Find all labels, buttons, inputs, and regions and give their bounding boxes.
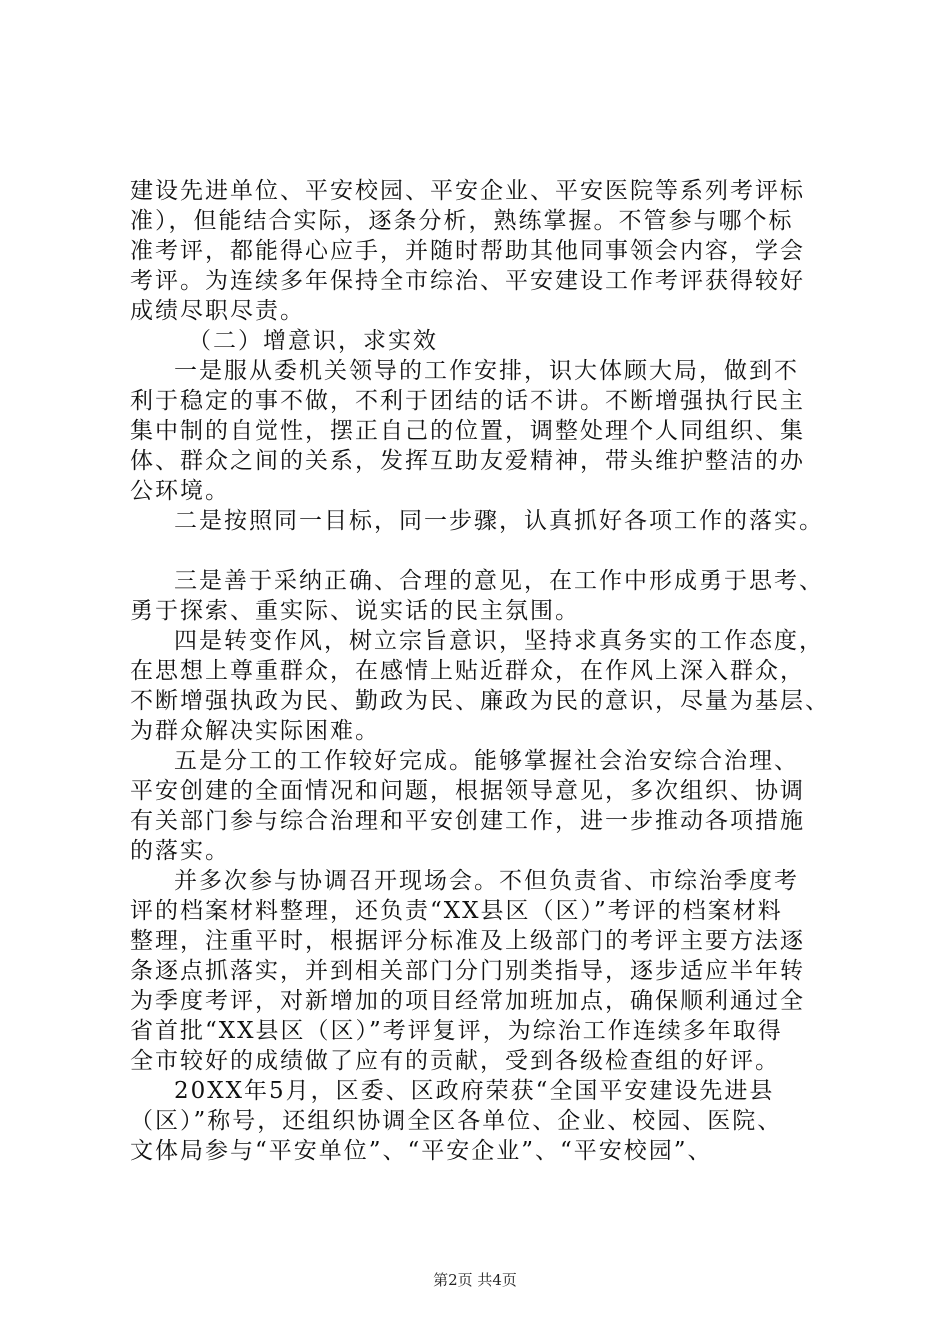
section-heading: （二）增意识，求实效: [188, 328, 438, 354]
text-line: 一是服从委机关领导的工作安排，识大体顾大局，做到不: [174, 358, 799, 384]
text-line: 三是善于采纳正确、合理的意见，在工作中形成勇于思考、: [174, 568, 824, 594]
text-line: 二是按照同一目标，同一步骤，认真抓好各项工作的落实。: [174, 508, 824, 534]
text-line: 五是分工的工作较好完成。能够掌握社会治安综合治理、: [174, 748, 799, 774]
document-body: [130, 176, 842, 1166]
text-line: 文体局参与“平安单位”、“平安企业”、“平安校园”、: [130, 1138, 713, 1164]
blank-line: [130, 536, 842, 566]
text-line: 不断增强执政为民、勤政为民、廉政为民的意识，尽量为基层、: [130, 688, 830, 714]
text-line: 省首批“XX县区（区）”考评复评，为综治工作连续多年取得: [130, 1018, 783, 1044]
text-line: 考评。为连续多年保持全市综治、平安建设工作考评获得较好: [130, 268, 805, 294]
text-line: 准考评，都能得心应手，并随时帮助其他同事领会内容，学会: [130, 238, 805, 264]
text-line: 勇于探索、重实际、说实话的民主氛围。: [130, 598, 580, 624]
text-line: 为季度考评，对新增加的项目经常加班加点，确保顺利通过全: [130, 988, 805, 1014]
text-line: 公环境。: [130, 478, 230, 504]
text-line: 整理，注重平时，根据评分标准及上级部门的考评主要方法逐: [130, 928, 805, 954]
page-number: 第2页 共4页: [433, 1271, 517, 1289]
text-line: 的落实。: [130, 838, 230, 864]
text-line: （区）”称号，还组织协调全区各单位、企业、校园、医院、: [130, 1108, 783, 1134]
text-line: 并多次参与协调召开现场会。不但负责省、市综治季度考: [174, 868, 799, 894]
text-line: 有关部门参与综合治理和平安创建工作，进一步推动各项措施: [130, 808, 805, 834]
text-line: 成绩尽职尽责。: [130, 298, 305, 324]
text-line: 利于稳定的事不做，不利于团结的话不讲。不断增强执行民主: [130, 388, 805, 414]
text-line: 条逐点抓落实，并到相关部门分门别类指导，逐步适应半年转: [130, 958, 805, 984]
text-line: 平安创建的全面情况和问题，根据领导意见，多次组织、协调: [130, 778, 805, 804]
text-line: 为群众解决实际困难。: [130, 718, 380, 744]
text-line: 建设先进单位、平安校园、平安企业、平安医院等系列考评标: [130, 178, 805, 204]
text-line: 四是转变作风，树立宗旨意识，坚持求真务实的工作态度，: [174, 628, 824, 654]
text-line: 在思想上尊重群众，在感情上贴近群众，在作风上深入群众，: [130, 658, 805, 684]
text-line: 20XX年5月，区委、区政府荣获“全国平安建设先进县: [174, 1078, 775, 1104]
text-line: 体、群众之间的关系，发挥互助友爱精神，带头维护整洁的办: [130, 448, 805, 474]
text-line: 评的档案材料整理，还负责“XX县区（区）”考评的档案材料: [130, 898, 783, 924]
text-line: 准），但能结合实际，逐条分析，熟练掌握。不管参与哪个标: [130, 208, 794, 234]
text-line: 全市较好的成绩做了应有的贡献，受到各级检查组的好评。: [130, 1048, 780, 1074]
text-line: 集中制的自觉性，摆正自己的位置，调整处理个人同组织、集: [130, 418, 805, 444]
